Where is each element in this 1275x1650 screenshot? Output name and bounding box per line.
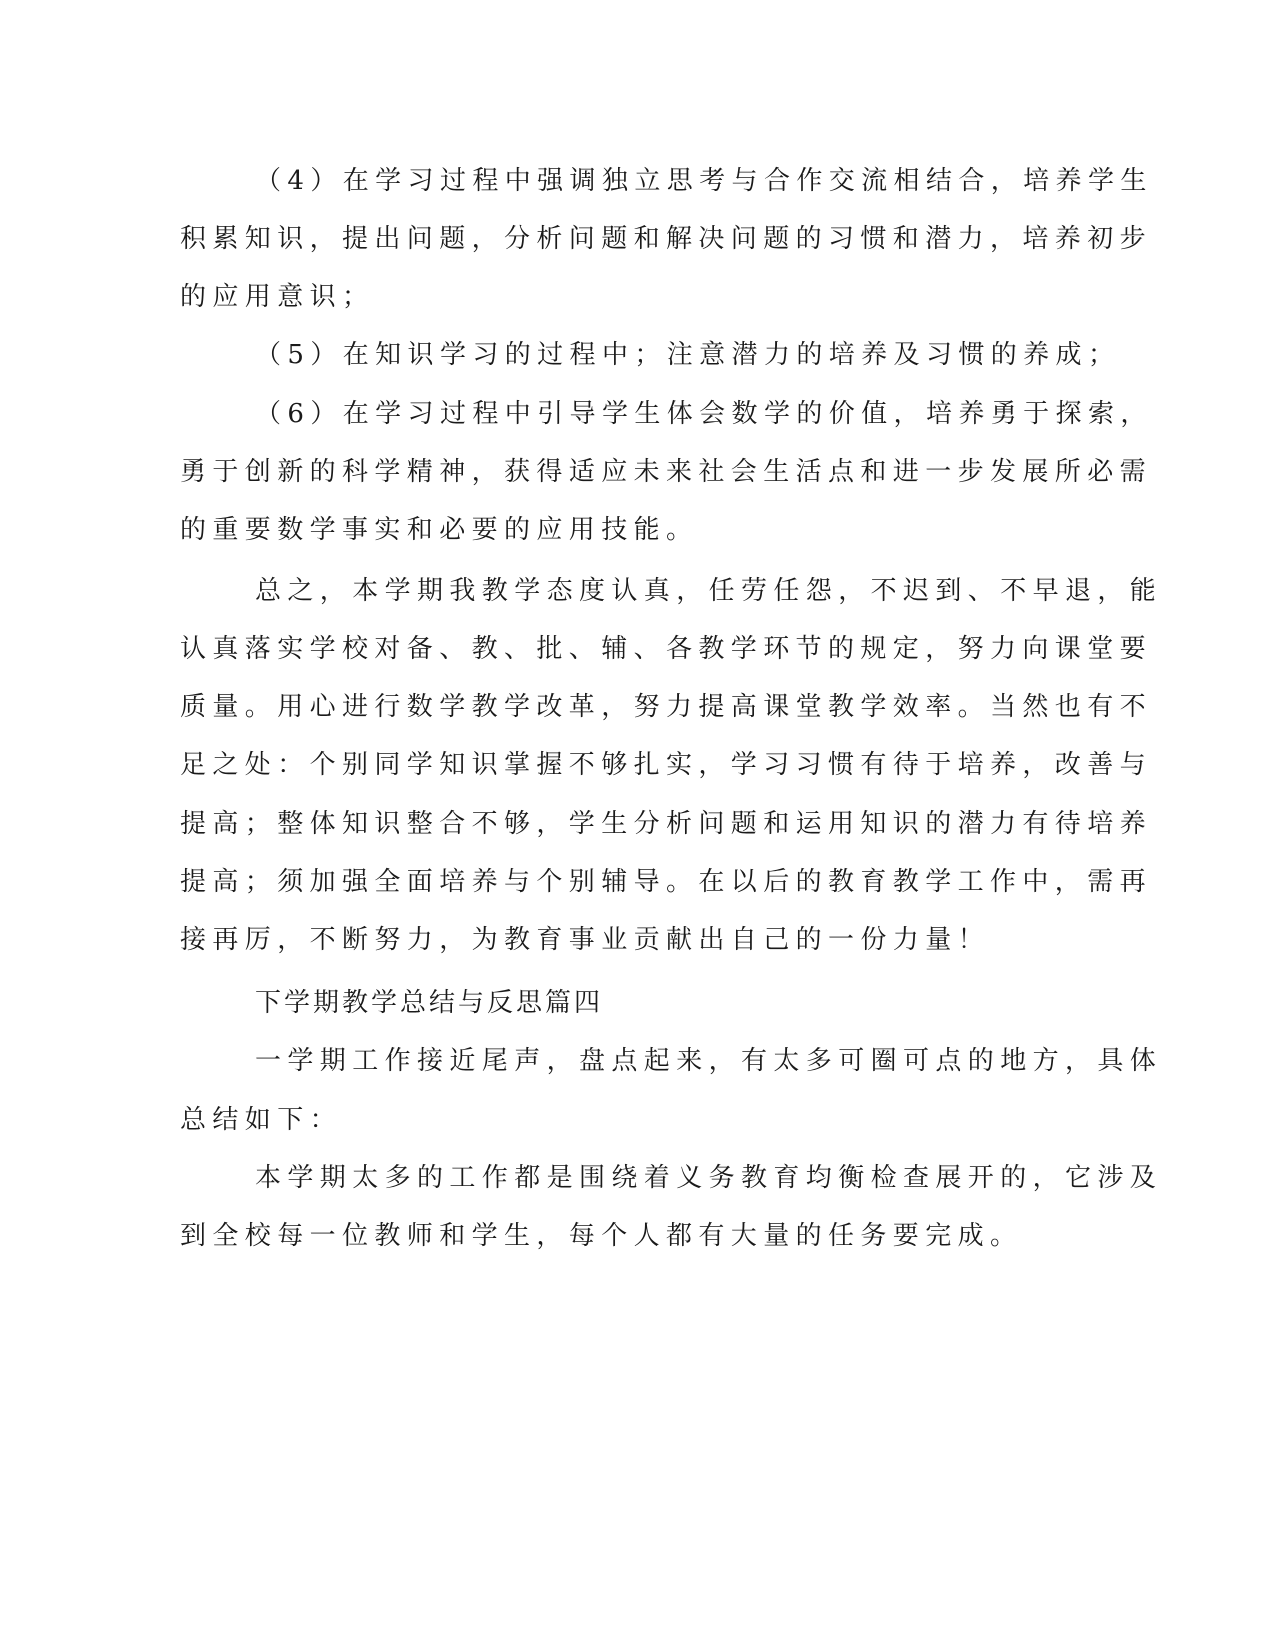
body-1-line-2: 到全校每一位教师和学生，每个人都有大量的任务要完成。 [180, 1221, 1023, 1251]
summary-line-3: 质量。用心进行数学教学改革，努力提高课堂教学效率。当然也有不 [180, 692, 1153, 722]
summary-line-4: 足之处：个别同学知识掌握不够扎实，学习习惯有待于培养，改善与 [180, 750, 1153, 780]
summary-line-7: 接再厉，不断努力，为教育事业贡献出自己的一份力量！ [180, 925, 991, 955]
item-4-line-3: 的应用意识； [180, 282, 375, 312]
body-1-line-1: 本学期太多的工作都是围绕着义务教育均衡检查展开的，它涉及 [255, 1163, 1163, 1193]
summary-line-5: 提高；整体知识整合不够，学生分析问题和运用知识的潜力有待培养 [180, 809, 1153, 839]
summary-line-1: 总之，本学期我教学态度认真，任劳任怨，不迟到、不早退，能 [255, 576, 1163, 606]
summary-line-6: 提高；须加强全面培养与个别辅导。在以后的教育教学工作中，需再 [180, 867, 1153, 897]
intro-line-2: 总结如下： [180, 1105, 343, 1135]
item-6-line-2: 勇于创新的科学精神，获得适应未来社会生活点和进一步发展所必需 [180, 457, 1153, 487]
intro-line-1: 一学期工作接近尾声，盘点起来，有太多可圈可点的地方，具体 [255, 1046, 1163, 1076]
item-5-line-1: （5）在知识学习的过程中；注意潜力的培养及习惯的养成； [255, 340, 1121, 370]
item-4-line-2: 积累知识，提出问题，分析问题和解决问题的习惯和潜力，培养初步 [180, 224, 1153, 254]
summary-line-2: 认真落实学校对备、教、批、辅、各教学环节的规定，努力向课堂要 [180, 634, 1153, 664]
item-6-line-3: 的重要数学事实和必要的应用技能。 [180, 515, 699, 545]
item-6-line-1: （6）在学习过程中引导学生体会数学的价值，培养勇于探索， [255, 399, 1153, 429]
section-heading: 下学期教学总结与反思篇四 [255, 988, 604, 1018]
item-4-line-1: （4）在学习过程中强调独立思考与合作交流相结合，培养学生 [255, 166, 1153, 196]
